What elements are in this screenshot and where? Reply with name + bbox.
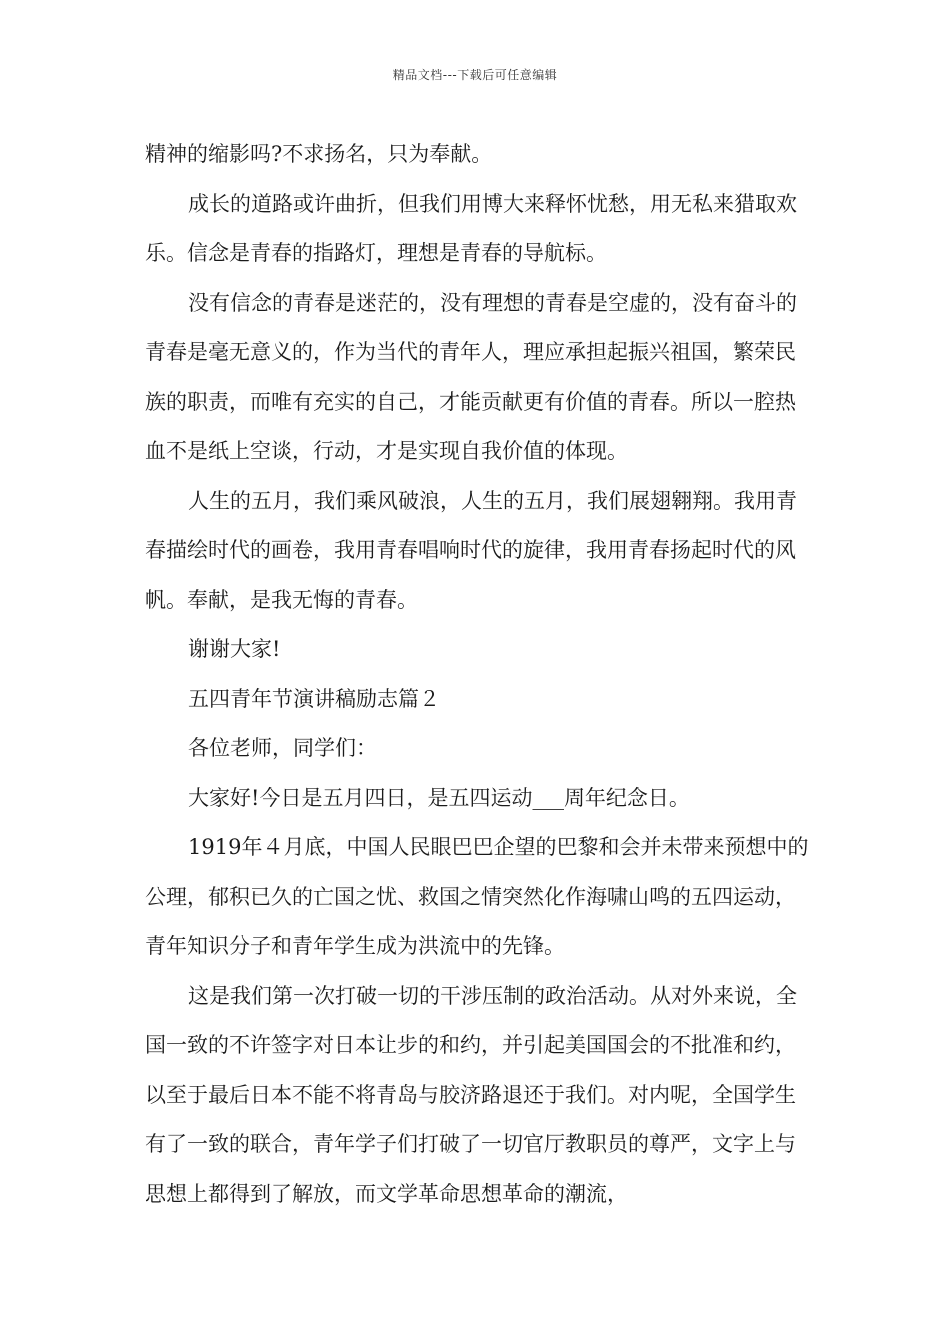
document-body	[145, 130, 815, 1219]
paragraph: 这是我们第一次打破一切的干涉压制的政治活动。从对外来说，全国一致的不许签字对日本让步的和约，并引起美国国会的不批准和约，以至于最后日本不能不将青岛与胶济路退还于我们。对内呢，全国学生有了一致的联合，青年学子们打破了一切官厅教职员的尊严，文字上与思想上都得到了解放，而文学革命思想革命的潮流，	[145, 983, 797, 1206]
closing-line: 谢谢大家!	[188, 637, 281, 661]
paragraph: 人生的五月，我们乘风破浪，人生的五月，我们展翅翱翔。我用青春描绘时代的画卷，我用青春唱响时代的旋律，我用青春扬起时代的风帆。奉献，是我无悔的青春。	[145, 488, 797, 612]
section-title: 五四青年节演讲稿励志篇２	[188, 686, 440, 711]
paragraph: 1919年４月底，中国人民眼巴巴企望的巴黎和会并未带来预想中的公理，郁积已久的亡国之忧、救国之情突然化作海啸山鸣的五四运动，青年知识分子和青年学生成为洪流中的先锋。	[145, 835, 809, 958]
paragraph: 成长的道路或许曲折，但我们用博大来释怀忧愁，用无私来猎取欢乐。信念是青春的指路灯，理想是青春的导航标。	[145, 191, 797, 265]
paragraph: 大家好!今日是五月四日，是五四运动___周年纪念日。	[188, 785, 690, 810]
paragraph: 没有信念的青春是迷茫的，没有理想的青春是空虚的，没有奋斗的青春是毫无意义的，作为当代的青年人，理应承担起振兴祖国，繁荣民族的职责，而唯有充实的自己，才能贡献更有价值的青春。所以一腔热血不是纸上空谈，行动，才是实现自我价值的体现。	[145, 290, 797, 463]
paragraph: 精神的缩影吗?不求扬名，只为奉献。	[145, 142, 493, 166]
page-header: 精品文档---下载后可任意编辑	[392, 68, 558, 82]
salutation: 各位老师，同学们：	[188, 736, 377, 760]
